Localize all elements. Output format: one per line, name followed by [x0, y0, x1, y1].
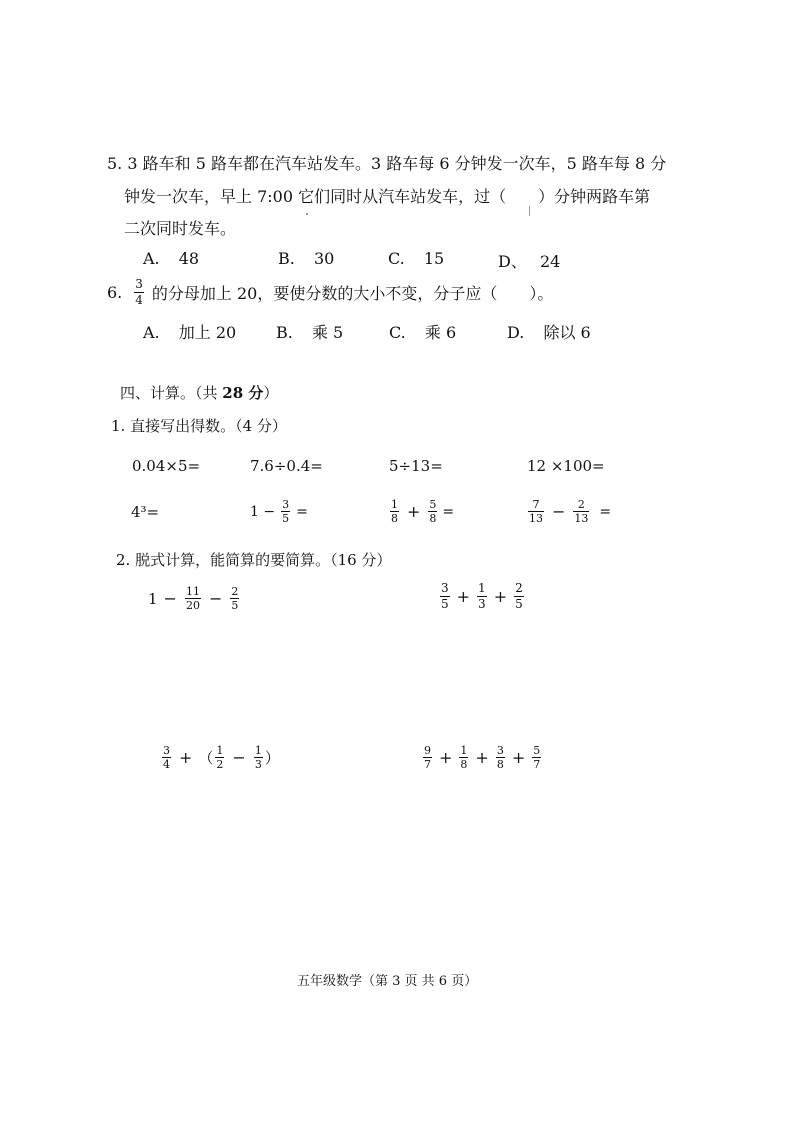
option-text: 15 — [423, 249, 445, 268]
mental-calc-item — [388, 498, 454, 525]
numerator: 5 — [533, 744, 541, 757]
scan-speck — [529, 206, 530, 216]
numerator: 1 — [216, 744, 224, 757]
q5-option-b[interactable] — [278, 249, 334, 268]
q6-text: 的分母加上 20，要使分数的大小不变，分子应（ ）。 — [151, 284, 554, 303]
denominator: 20 — [185, 599, 200, 612]
section-title-post: ） — [263, 384, 279, 402]
option-letter: A. — [143, 249, 160, 268]
option-letter: B. — [276, 323, 293, 342]
expr-lead: 1 − — [250, 503, 276, 520]
fraction — [162, 744, 171, 771]
numerator: 11 — [185, 585, 200, 598]
left-paren: （ — [198, 749, 214, 767]
calc-expression-2 — [438, 581, 526, 612]
equals-sign: = — [442, 503, 455, 520]
scan-speck — [306, 213, 308, 215]
fraction — [215, 744, 224, 771]
operator: − — [208, 589, 223, 608]
denominator: 3 — [478, 597, 486, 611]
operator: + — [456, 587, 471, 606]
q6-option-d[interactable] — [507, 320, 591, 343]
q6-option-b[interactable] — [276, 320, 343, 343]
fraction — [428, 498, 437, 525]
denominator: 5 — [515, 597, 523, 611]
fraction — [281, 498, 290, 525]
q5-option-d[interactable] — [498, 249, 560, 272]
denominator: 13 — [574, 512, 589, 525]
operator: + — [493, 587, 508, 606]
option-letter: A. — [143, 323, 160, 342]
fraction — [528, 498, 544, 525]
denominator: 8 — [496, 758, 504, 771]
mental-calc-item: 5÷13= — [389, 457, 443, 475]
operator: + — [407, 502, 421, 521]
operator: + — [475, 748, 489, 767]
q5-line2: 钟发一次车，早上 7:00 它们同时从汽车站发车，过（ ）分钟两路车第 — [124, 187, 651, 206]
mental-calc-item: 7.6÷0.4= — [250, 457, 323, 475]
fraction — [134, 277, 144, 308]
option-letter: C. — [389, 323, 406, 342]
denominator: 5 — [282, 512, 290, 525]
numerator: 2 — [231, 585, 239, 598]
denominator: 5 — [231, 599, 239, 612]
mental-calc-item: 4³= — [131, 503, 160, 521]
option-text: 30 — [313, 249, 335, 268]
fraction — [496, 744, 505, 771]
fraction — [440, 581, 450, 612]
numerator: 3 — [496, 744, 504, 757]
operator: + — [511, 748, 526, 767]
mental-calc-item — [250, 498, 308, 525]
fraction — [459, 744, 468, 771]
option-letter: B. — [278, 249, 295, 268]
operator: + — [179, 748, 193, 767]
right-paren: ） — [264, 749, 280, 767]
denominator: 7 — [424, 758, 431, 771]
section-title-score: 28 分 — [222, 384, 264, 402]
denominator: 5 — [441, 597, 449, 611]
denominator: 8 — [429, 512, 437, 525]
numerator: 3 — [163, 744, 170, 757]
denominator: 8 — [391, 512, 398, 525]
fraction — [423, 744, 432, 771]
part1-title: 1. 直接写出得数。（4 分） — [111, 417, 287, 435]
numerator: 1 — [391, 498, 398, 511]
fraction — [254, 744, 263, 771]
page-footer: 五年级数学（第 3 页 共 6 页） — [297, 974, 478, 989]
q6-option-c[interactable] — [389, 320, 456, 343]
denominator: 4 — [163, 758, 170, 771]
q5-line1: 5. 3 路车和 5 路车都在汽车站发车。3 路车每 6 分钟发一次车，5 路车每 8 分 — [107, 154, 667, 173]
q6-option-a[interactable] — [143, 320, 236, 343]
fraction — [532, 744, 541, 771]
denominator: 4 — [135, 293, 143, 307]
option-text: 48 — [178, 249, 200, 268]
fraction — [390, 498, 399, 525]
numerator: 5 — [429, 498, 437, 511]
option-text: 24 — [539, 252, 561, 271]
denominator: 3 — [254, 758, 262, 771]
denominator: 7 — [533, 758, 541, 771]
calc-expression-1 — [148, 585, 241, 612]
option-text: 乘 5 — [311, 323, 344, 342]
option-letter: D. — [507, 323, 525, 342]
option-letter: C. — [388, 249, 405, 268]
mental-calc-item: 12 ×100= — [527, 457, 605, 475]
numerator: 3 — [282, 498, 290, 511]
numerator: 2 — [515, 581, 523, 595]
operator: − — [163, 589, 177, 608]
numerator: 9 — [424, 744, 431, 757]
mental-calc-item — [526, 498, 611, 525]
denominator: 13 — [529, 512, 543, 525]
expr-lead: 1 — [148, 589, 158, 608]
numerator: 1 — [460, 744, 468, 757]
q5-line3: 二次同时发车。 — [124, 219, 237, 238]
numerator: 2 — [577, 498, 585, 511]
q5-option-c[interactable] — [388, 249, 444, 268]
numerator: 1 — [254, 744, 262, 757]
numerator: 1 — [478, 581, 486, 595]
q5-option-a[interactable] — [143, 249, 199, 268]
equals-sign: = — [296, 503, 308, 520]
calc-expression-3 — [160, 744, 280, 771]
section-title — [120, 382, 278, 403]
numerator: 7 — [532, 498, 540, 511]
option-text: 乘 6 — [424, 323, 457, 342]
operator: + — [439, 748, 453, 767]
calc-expression-4 — [421, 744, 543, 771]
q6-stem — [107, 277, 553, 308]
fraction — [230, 585, 239, 612]
part2-title: 2. 脱式计算，能简算的要简算。（16 分） — [116, 551, 392, 569]
operator: − — [232, 748, 246, 767]
option-text: 加上 20 — [178, 323, 237, 342]
mental-calc-item: 0.04×5= — [132, 457, 201, 475]
fraction — [573, 498, 589, 525]
fraction — [477, 581, 487, 612]
option-text: 除以 6 — [543, 323, 591, 342]
fraction — [514, 581, 524, 612]
question-number: 6. — [107, 283, 123, 302]
numerator: 3 — [441, 581, 449, 595]
fraction — [185, 585, 201, 612]
denominator: 2 — [216, 758, 224, 771]
denominator: 8 — [460, 758, 468, 771]
section-title-pre: 四、计算。（共 — [120, 384, 223, 402]
numerator: 3 — [135, 277, 143, 291]
option-letter: D、 — [498, 252, 527, 271]
equals-sign: = — [599, 503, 612, 520]
operator: − — [552, 502, 566, 521]
